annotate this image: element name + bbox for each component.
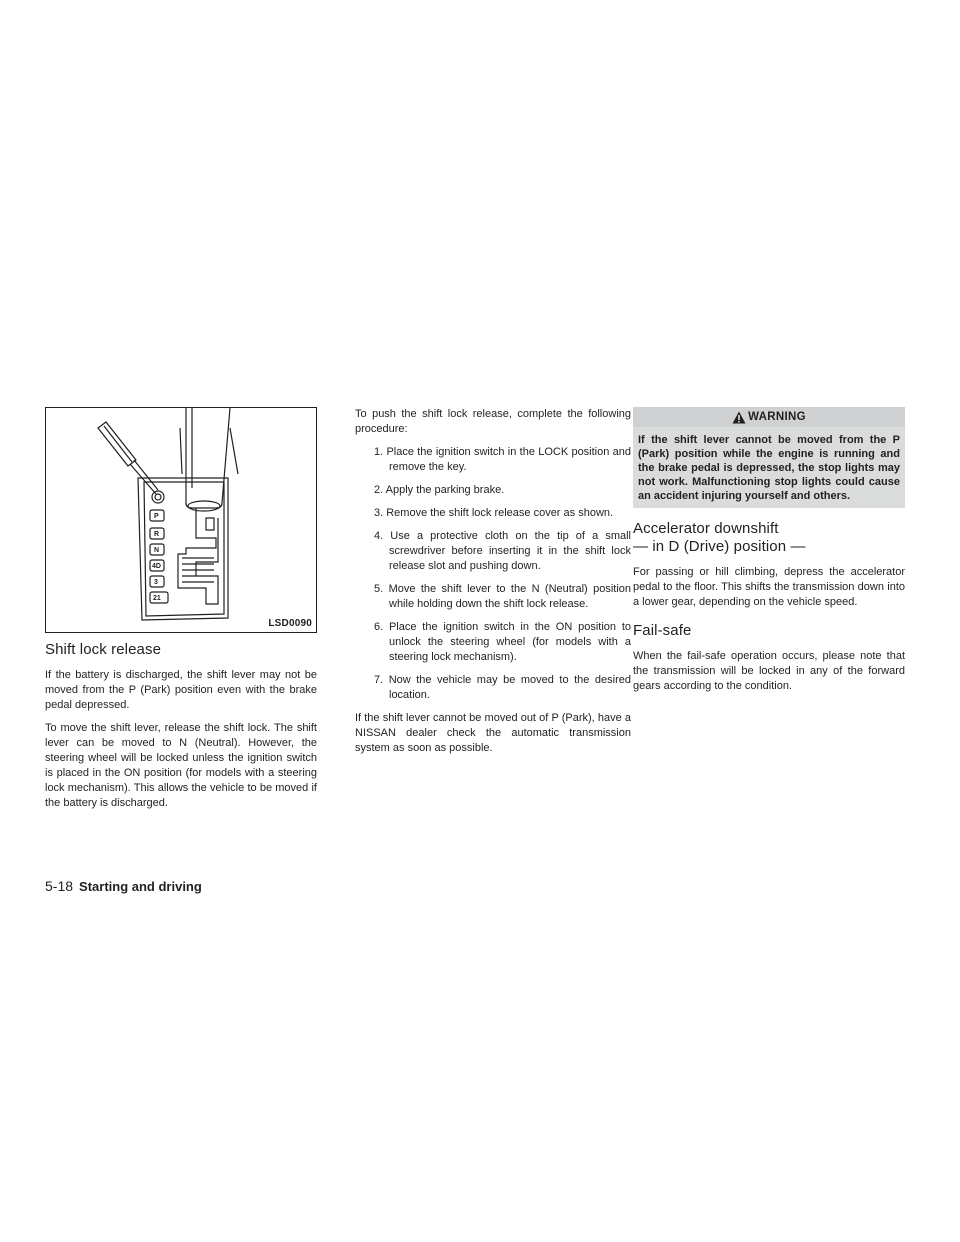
procedure-step: 4. Use a protective cloth on the tip of a small screwdriver before inserting it in the shift lock release slot and pushing down. <box>374 530 631 572</box>
right-column <box>633 407 905 702</box>
shift-lock-heading: Shift lock release <box>45 641 162 658</box>
procedure-step: 7. Now the vehicle may be moved to the desired location. <box>374 674 631 701</box>
svg-text:4D: 4D <box>152 563 161 570</box>
shift-lock-paragraph-2: To move the shift lever, release the shift lock. The shift lever can be moved to N (Neutral). However, the steering wheel will be locked unless the ignition switch is placed in the ON position (for models with a steering lock mechanism). This allows the vehicle to be moved if the battery is discharged. <box>45 722 317 809</box>
warning-icon <box>732 411 746 424</box>
shift-lock-paragraph-1: If the battery is discharged, the shift lever may not be moved from the P (Park) position even with the brake pedal depressed. <box>45 669 317 711</box>
procedure-step: 6. Place the ignition switch in the ON position to unlock the steering wheel (for models with a steering lock mechanism). <box>374 621 631 663</box>
accelerator-text: For passing or hill climbing, depress the accelerator pedal to the floor. This shifts the transmission down into a lower gear, depending on the vehicle speed. <box>633 566 905 608</box>
svg-text:3: 3 <box>154 579 158 586</box>
warning-box <box>633 407 905 508</box>
section-title: Starting and driving <box>79 879 202 894</box>
shift-lock-figure <box>45 407 317 633</box>
svg-text:R: R <box>154 531 160 538</box>
accelerator-heading-line-1: Accelerator downshift <box>633 520 779 537</box>
shift-lever-illustration <box>46 408 316 632</box>
failsafe-text: When the fail-safe operation occurs, please note that the transmission will be locked in any of the forward gears according to the condition. <box>633 650 905 692</box>
warning-title: WARNING <box>748 411 806 423</box>
left-column <box>45 407 317 819</box>
procedure-step: 3. Remove the shift lock release cover as shown. <box>374 507 614 519</box>
procedure-step: 1. Place the ignition switch in the LOCK position and remove the key. <box>374 446 631 473</box>
procedure-step: 5. Move the shift lever to the N (Neutral) position while holding down the shift lock release. <box>374 583 631 610</box>
procedure-closing: If the shift lever cannot be moved out of P (Park), have a NISSAN dealer check the automatic transmission system as soon as possible. <box>355 712 631 754</box>
warning-title-bar <box>633 407 905 427</box>
accelerator-heading <box>633 520 905 556</box>
page-number: 5-18 <box>45 878 74 894</box>
procedure-steps <box>355 445 631 703</box>
svg-text:N: N <box>154 547 160 554</box>
failsafe-heading: Fail-safe <box>633 622 692 639</box>
svg-text:P: P <box>154 513 159 520</box>
warning-text: If the shift lever cannot be moved from the P (Park) position while the engine is running and the brake pedal is depressed, the stop lights may not work. Malfunctioning stop lights could cause an accident injuring yourself and others. <box>638 434 900 502</box>
svg-text:21: 21 <box>153 595 161 602</box>
middle-column <box>355 407 631 764</box>
procedure-step: 2. Apply the parking brake. <box>374 484 505 496</box>
procedure-intro: To push the shift lock release, complete the following procedure: <box>355 408 631 435</box>
figure-label: LSD0090 <box>268 618 312 629</box>
page-footer <box>45 878 202 894</box>
accelerator-heading-line-2: — in D (Drive) position — <box>633 538 806 555</box>
